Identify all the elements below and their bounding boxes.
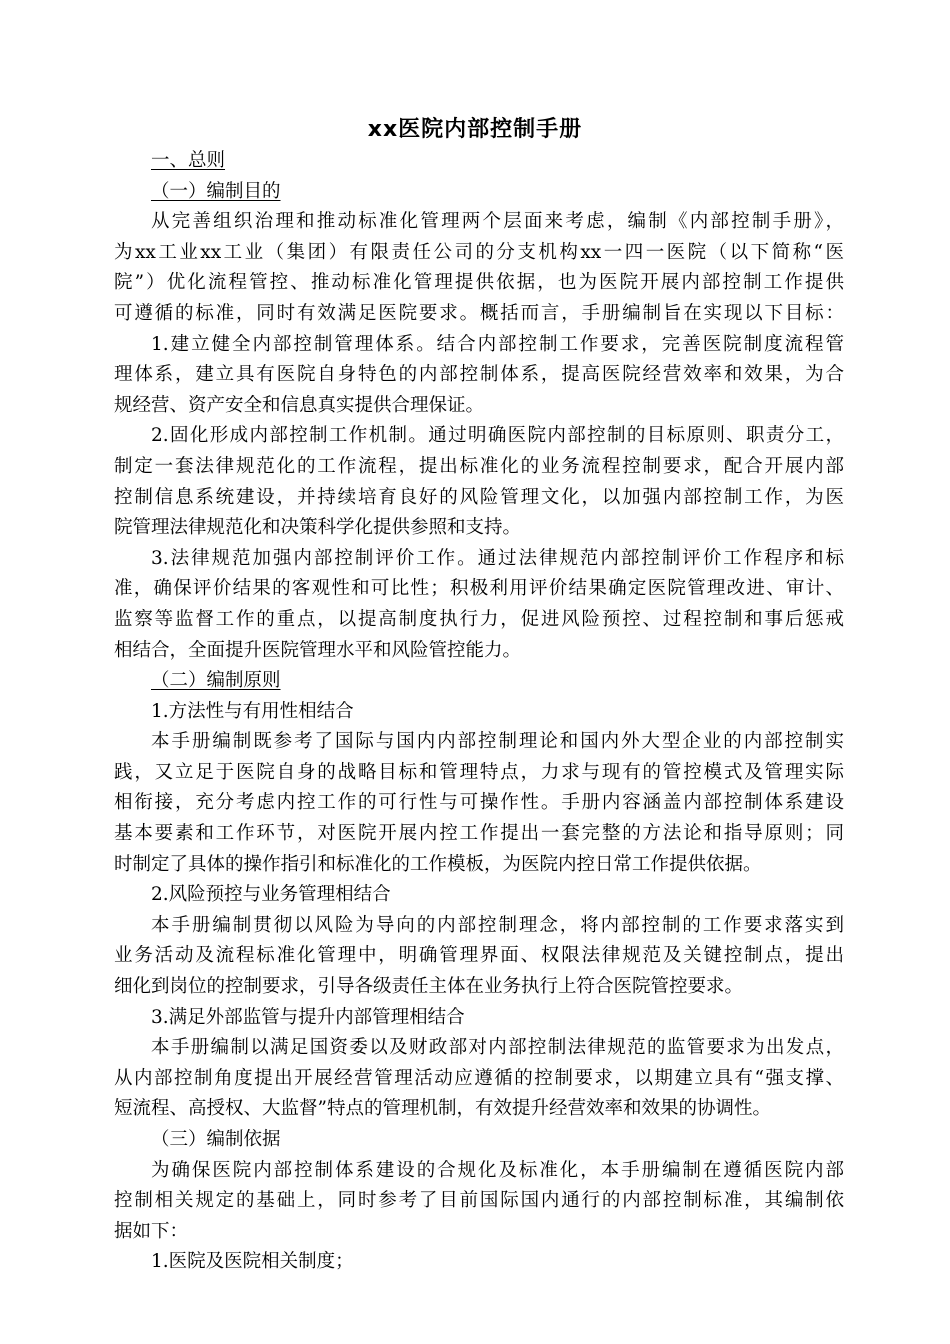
document-body: [114, 146, 844, 1278]
paragraph-line: 本手册编制贯彻以风险为导向的内部控制理念，将内部控制的工作要求落实到: [151, 914, 844, 936]
paragraph-line: 相衔接，充分考虑内控工作的可行性与可操作性。手册内容涵盖内部控制体系建设: [114, 792, 844, 814]
paragraph-line: 2.风险预控与业务管理相结合: [151, 884, 391, 906]
paragraph-line: 3.满足外部监管与提升内部管理相结合: [151, 1006, 465, 1028]
paragraph-line: 3.法律规范加强内部控制评价工作。通过法律规范内部控制评价工作程序和标: [151, 547, 844, 569]
paragraph-line: 院”）优化流程管控、推动标准化管理提供依据，也为医院开展内部控制工作提供: [114, 272, 844, 294]
paragraph-line: 院管理法律规范化和决策科学化提供参照和支持。: [114, 517, 522, 539]
paragraph-line: 本手册编制既参考了国际与国内内部控制理论和国内外大型企业的内部控制实: [151, 731, 844, 753]
paragraph-line: 规经营、资产安全和信息真实提供合理保证。: [114, 394, 485, 416]
paragraph-line: 可遵循的标准，同时有效满足医院要求。概括而言，手册编制旨在实现以下目标：: [114, 302, 844, 324]
paragraph-line: 从完善组织治理和推动标准化管理两个层面来考虑，编制《内部控制手册》，: [151, 211, 844, 233]
section-heading-text: （一）编制目的: [151, 180, 281, 202]
document-title: xx医院内部控制手册: [367, 117, 583, 142]
section-heading: [114, 177, 844, 208]
paragraph-line: 基本要素和工作环节，对医院开展内控工作提出一套完整的方法论和指导原则；同: [114, 823, 844, 845]
paragraph-line: 准，确保评价结果的客观性和可比性；积极利用评价结果确定医院管理改进、审计、: [114, 578, 844, 600]
paragraph-line: 监察等监督工作的重点，以提高制度执行力，促进风险预控、过程控制和事后惩戒: [114, 608, 844, 630]
paragraph-line: 理体系，建立具有医院自身特色的内部控制体系，提高医院经营效率和效果，为合: [114, 364, 844, 386]
paragraph-line: 本手册编制以满足国资委以及财政部对内部控制法律规范的监管要求为出发点，: [151, 1037, 844, 1059]
paragraph-line: 控制信息系统建设，并持续培育良好的风险管理文化，以加强内部控制工作，为医: [114, 486, 844, 508]
section-heading-text: （二）编制原则: [151, 670, 281, 692]
paragraph-line: 相结合，全面提升医院管理水平和风险管控能力。: [114, 639, 522, 661]
paragraph-line: 细化到岗位的控制要求，引导各级责任主体在业务执行上符合医院管控要求。: [114, 976, 744, 998]
paragraph-line: 践，又立足于医院自身的战略目标和管理特点，力求与现有的管控模式及管理实际: [114, 761, 844, 783]
paragraph-line: 业务活动及流程标准化管理中，明确管理界面、权限法律规范及关键控制点，提出: [114, 945, 844, 967]
paragraph-line: 1.建立健全内部控制管理体系。结合内部控制工作要求，完善医院制度流程管: [151, 333, 844, 355]
paragraph-line: 据如下：: [114, 1220, 189, 1242]
paragraph-line: 短流程、高授权、大监督”特点的管理机制，有效提升经营效率和效果的协调性。: [114, 1098, 771, 1120]
section-heading-text: 一、总则: [151, 150, 226, 171]
paragraph-line: 1.方法性与有用性相结合: [151, 700, 354, 722]
paragraph-line: 1.医院及医院相关制度；: [151, 1251, 354, 1273]
paragraph-line: 为xx工业xx工业（集团）有限责任公司的分支机构xx一四一医院（以下简称“医: [114, 241, 844, 263]
paragraph-line: 从内部控制角度提出开展经营管理活动应遵循的控制要求，以期建立具有“强支撑、: [114, 1067, 844, 1089]
paragraph-line: 2.固化形成内部控制工作机制。通过明确医院内部控制的目标原则、职责分工，: [151, 425, 844, 447]
paragraph-line: 制定一套法律规范化的工作流程，提出标准化的业务流程控制要求，配合开展内部: [114, 455, 844, 477]
paragraph-line: 为确保医院内部控制体系建设的合规化及标准化，本手册编制在遵循医院内部: [151, 1159, 844, 1181]
paragraph-line: （三）编制依据: [151, 1129, 281, 1150]
section-heading: [114, 146, 844, 177]
paragraph-line: 控制相关规定的基础上，同时参考了目前国际国内通行的内部控制标准，其编制依: [114, 1190, 844, 1212]
section-heading: [114, 666, 844, 697]
paragraph-line: 时制定了具体的操作指引和标准化的工作模板，为医院内控日常工作提供依据。: [114, 853, 762, 875]
